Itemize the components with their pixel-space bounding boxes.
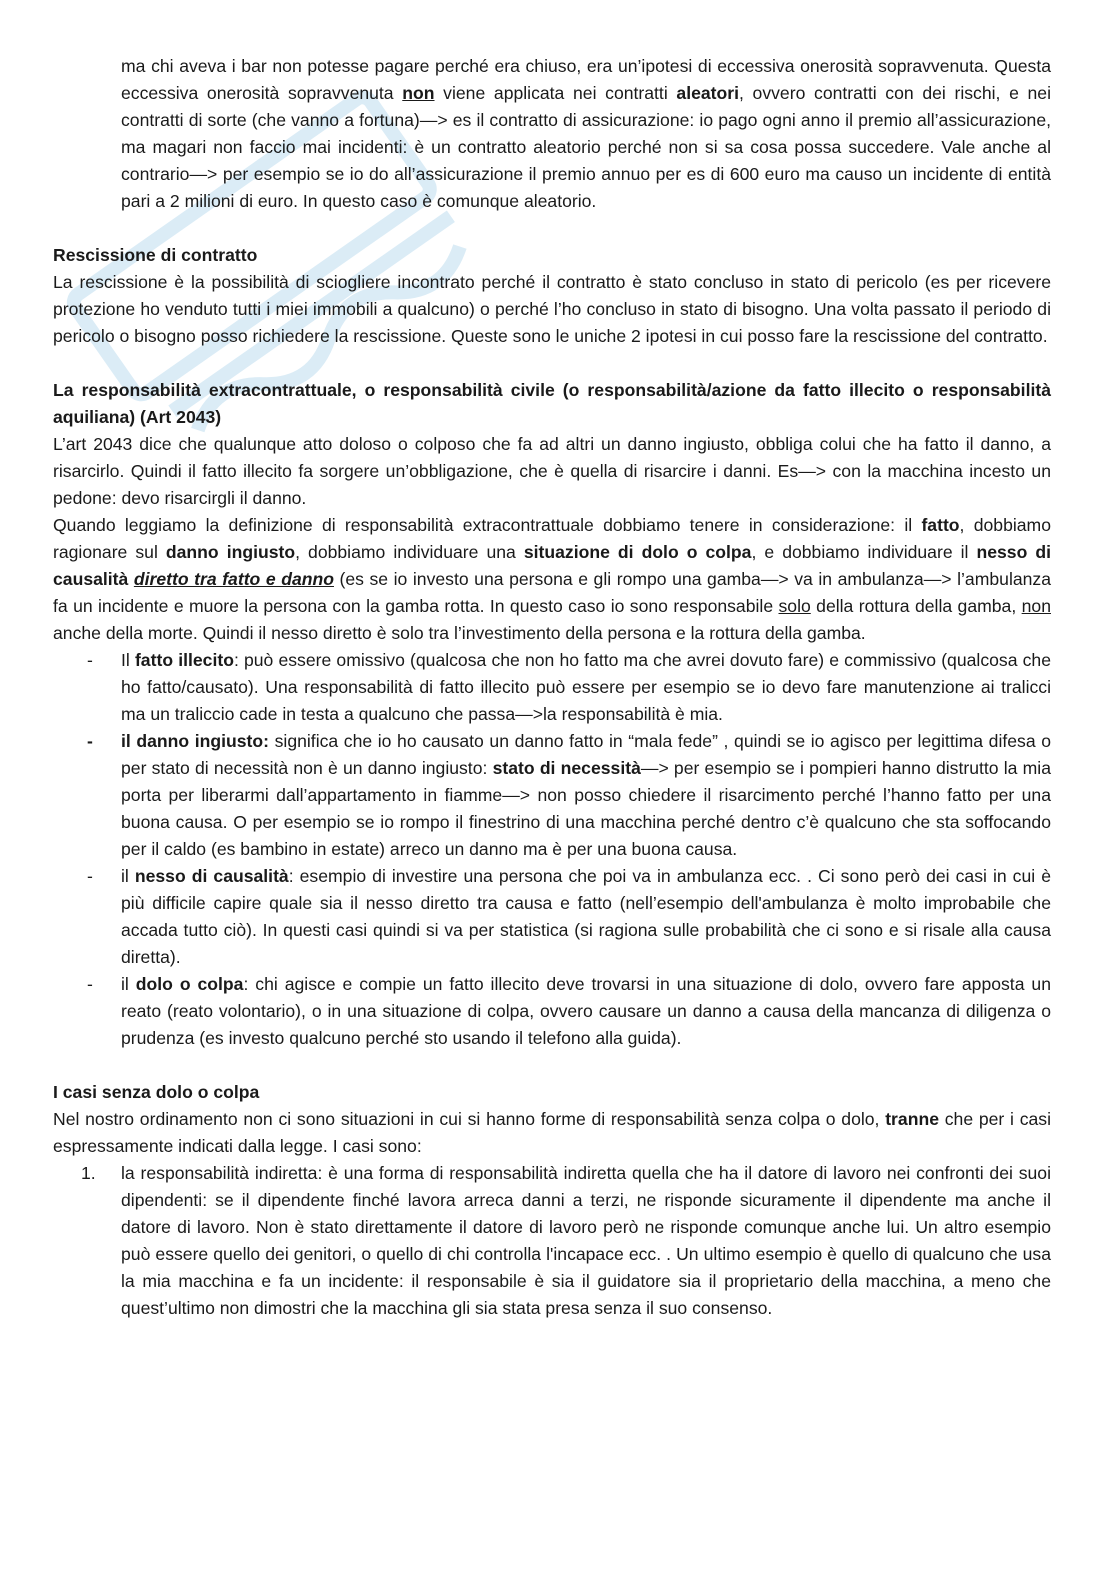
responsabilita-paragraph-1: L’art 2043 dice che qualunque atto doloso o colposo che fa ad altri un danno ingiusto, obbliga colui che ha fatto il danno, a risarcirlo. Quindi il fatto illecito fa sorgere un’obbligazione, che è quella di risarcire i danni. Es—> con la macchina incesto un pedone: devo risarcirgli il danno. bbox=[53, 434, 1051, 508]
p2-bold-fatto: fatto bbox=[921, 515, 960, 535]
item-text: : chi agisce e compie un fatto illecito deve trovarsi in una situazione di dolo, ovvero fare apposta un reato (reato volontario), o in una situazione di colpa, ovvero causare un danno a causa della mancanza di diligenza o prudenza (es investo qualcuno perché sto usando il telefono alla guida). bbox=[121, 974, 1051, 1048]
item-bold-2: stato di necessità bbox=[492, 758, 641, 778]
list-number: 1. bbox=[81, 1163, 96, 1183]
item-text-2: —> per esempio se i pompieri hanno distrutto la mia porta per liberarmi dall’appartamento in fiamme—> non posso chiedere il risarcimento perché l’hanno fatto per una buona causa. O per esempio se io rompo il finestrino di una macchina perché dentro c’è qualcuno che sta soffocando per il caldo (es bambino in estate) arreco un danno ma è per una buona causa. bbox=[121, 758, 1051, 859]
p2-bold-diretto: diretto tra fatto e danno bbox=[133, 569, 334, 589]
responsabilita-paragraph-2 bbox=[53, 512, 1051, 647]
item-text: : esempio di investire una persona che poi va in ambulanza ecc. . Ci sono però dei casi in cui è più difficile capire quale sia il nesso diretto tra causa e fatto (nell’esempio dell'ambulanza è molto improbabile che accada tutto ciò). In questi casi quindi si va per statistica (si ragiona sulle probabilità che ci sono e si risale alla causa diretta). bbox=[121, 866, 1051, 967]
intro-paragraph bbox=[53, 53, 1051, 215]
list-item bbox=[53, 647, 1051, 728]
list-bullet: - bbox=[87, 866, 93, 886]
list-bullet: - bbox=[87, 731, 93, 751]
heading-casi: I casi senza dolo o colpa bbox=[53, 1082, 260, 1102]
p2-text-o: anche della morte. Quindi il nesso diretto è solo tra l’investimento della persona e la rottura della gamba. bbox=[53, 623, 866, 643]
item-text: : può essere omissivo (qualcosa che non ho fatto ma che avrei dovuto fare) e commissivo (qualcosa che ho fatto/causato). Una responsabilità di fatto illecito può essere per esempio se io devo fare manutenzione ai tralicci ma un traliccio cade in testa a qualcuno che passa—>la responsabilità è mia. bbox=[121, 650, 1051, 724]
item-bold: dolo o colpa bbox=[135, 974, 244, 994]
p2-text-c: , dobbiamo ragionare sul bbox=[53, 515, 1051, 562]
intro-text-3: viene applicata nei contratti bbox=[434, 83, 677, 103]
casi-text-a: Nel nostro ordinamento non ci sono situazioni in cui si hanno forme di responsabilità senza colpa o dolo, bbox=[53, 1109, 886, 1129]
casi-text-c: che per i casi espressamente indicati dalla legge. I casi sono: bbox=[53, 1109, 1051, 1156]
item-pre: il bbox=[121, 974, 136, 994]
list-item bbox=[53, 728, 1051, 863]
list-item bbox=[53, 971, 1051, 1052]
p2-bold-nesso: nesso di causalità bbox=[53, 542, 1051, 589]
p2-text-g: , e dobbiamo individuare il bbox=[751, 542, 977, 562]
item-pre: il bbox=[121, 866, 135, 886]
intro-text-1: ma chi aveva i bar non potesse pagare perché era chiuso, era un’ipotesi di eccessiva onerosità sopravvenuta. Questa eccessiva onerosità sopravvenuta bbox=[121, 56, 1051, 103]
p2-text-k: (es se io investo una persona e gli rompo una gamba—> va in ambulanza—> l’ambulanza fa un incidente e muore la persona con la gamba rotta. In questo caso io sono responsabile bbox=[53, 569, 1051, 616]
casi-bold-tranne: tranne bbox=[885, 1109, 939, 1129]
item-bold: fatto illecito bbox=[134, 650, 234, 670]
document-page bbox=[53, 53, 1051, 1322]
intro-text-5: , ovvero contratti con dei rischi, e nei contratti di sorte (che vanno a fortuna)—> es il contratto di assicurazione: io pago ogni anno il premio all’assicurazione, ma magari non faccio mai incidenti: è un contratto aleatorio perché non si sa cosa possa succedere. Vale anche al contrario—> per esempio se io do all’assicurazione il premio annuo per es di 600 euro ma causo un incidente di entità pari a 2 milioni di euro. In questo caso è comunque aleatorio. bbox=[121, 83, 1052, 211]
intro-emphasis-non: non bbox=[402, 83, 435, 103]
heading-responsabilita: La responsabilità extracontrattuale, o responsabilità civile (o responsabilità/azione da fatto illecito o responsabilità aquiliana) (Art 2043) bbox=[53, 380, 1051, 427]
p2-underline-non: non bbox=[1021, 596, 1051, 616]
item-bold: nesso di causalità bbox=[134, 866, 289, 886]
casi-paragraph bbox=[53, 1106, 1051, 1160]
heading-rescissione: Rescissione di contratto bbox=[53, 245, 258, 265]
p2-bold-danno: danno ingiusto bbox=[165, 542, 296, 562]
p2-underline-solo: solo bbox=[778, 596, 811, 616]
intro-emphasis-aleatori: aleatori bbox=[676, 83, 739, 103]
p2-text-e: , dobbiamo individuare una bbox=[295, 542, 524, 562]
list-bullet: - bbox=[87, 974, 93, 994]
casi-list bbox=[53, 1160, 1051, 1322]
p2-text-a: Quando leggiamo la definizione di responsabilità extracontrattuale dobbiamo tenere in considerazione: il bbox=[53, 515, 922, 535]
p2-bold-dolo: situazione di dolo o colpa bbox=[523, 542, 752, 562]
rescissione-paragraph: La rescissione è la possibilità di sciogliere incontrato perché il contratto è stato concluso in stato di pericolo (es per ricevere protezione ho venduto tutti i miei immobili a qualcuno) o perché l’ho concluso in stato di bisogno. Una volta passato il periodo di pericolo o bisogno posso richiedere la rescissione. Queste sono le uniche 2 ipotesi in cui posso fare la rescissione del contratto. bbox=[53, 272, 1051, 346]
item-pre: Il bbox=[121, 650, 135, 670]
item-text: significa che io ho causato un danno fatto in “mala fede” , quindi se io agisco per legittima difesa o per stato di necessità non è un danno ingiusto: bbox=[121, 731, 1051, 778]
list-item bbox=[53, 1160, 1051, 1322]
p2-text-m: della rottura della gamba, bbox=[810, 596, 1022, 616]
responsabilita-list bbox=[53, 647, 1051, 1052]
list-bullet: - bbox=[87, 650, 93, 670]
item-bold: il danno ingiusto: bbox=[121, 731, 270, 751]
item-text: la responsabilità indiretta: è una forma di responsabilità indiretta quella che ha il datore di lavoro nei confronti dei suoi dipendenti: se il dipendente finché lavora arreca danni a terzi, ne risponde sicuramente il dipendente ma anche il datore di lavoro. Non è stato direttamente il datore di lavoro però ne risponde comunque anche lui. Un altro esempio può essere quello dei genitori, o quello di chi controlla l'incapace ecc. . Un ultimo esempio è quello di qualcuno che usa la mia macchina e fa un incidente: il responsabile è sia il guidatore sia il proprietario della macchina, a meno che quest’ultimo non dimostri che la macchina gli sia stata presa senza il suo consenso. bbox=[121, 1163, 1051, 1318]
list-item bbox=[53, 863, 1051, 971]
